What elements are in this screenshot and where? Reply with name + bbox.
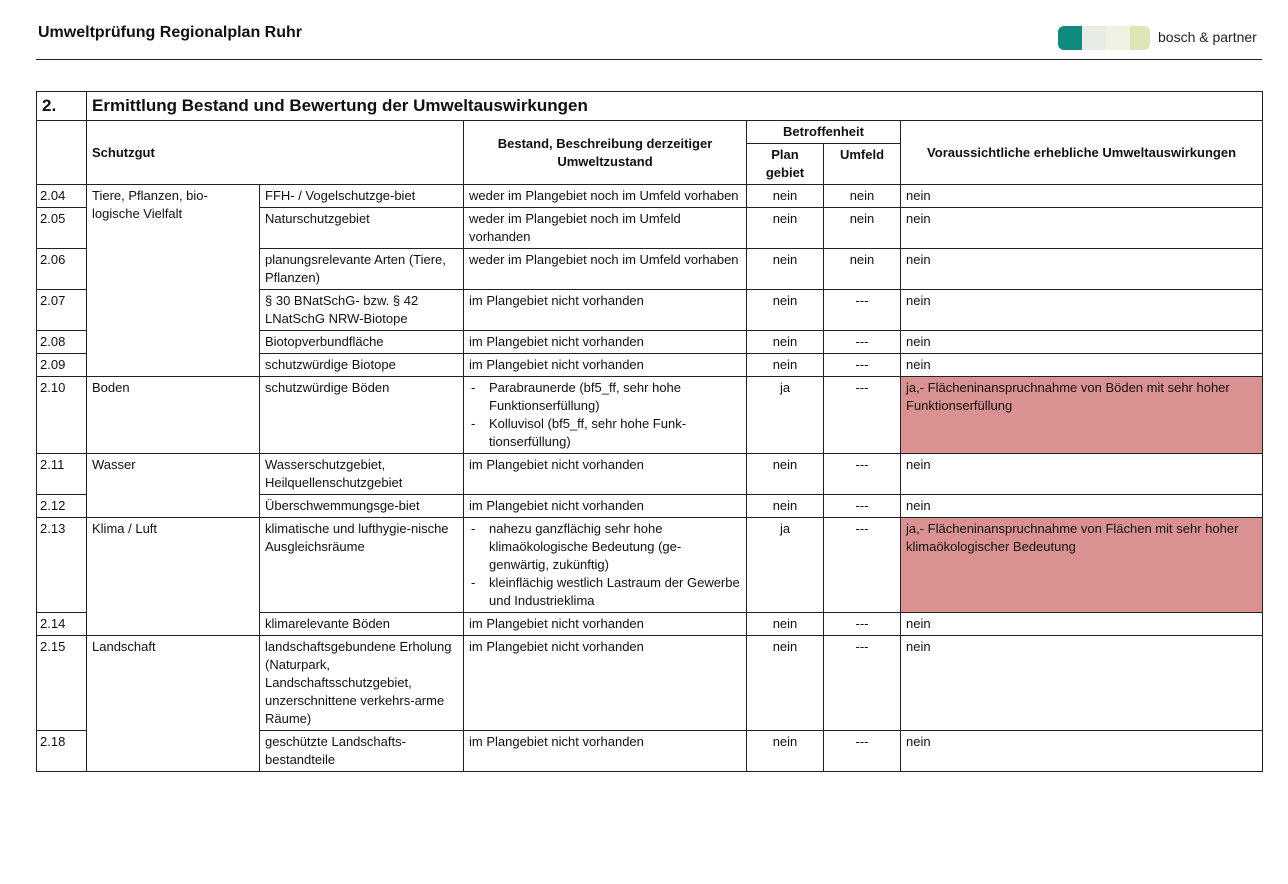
- row-number: 2.14: [37, 613, 87, 636]
- row-umfeld: nein: [824, 208, 901, 249]
- row-bestand: im Plangebiet nicht vorhanden: [464, 636, 747, 731]
- row-plan: ja: [747, 377, 824, 454]
- row-bestand: im Plangebiet nicht vorhanden: [464, 613, 747, 636]
- row-plan: nein: [747, 495, 824, 518]
- row-auswirkung: nein: [901, 613, 1263, 636]
- row-umfeld: ---: [824, 290, 901, 331]
- row-bestand: weder im Plangebiet noch im Umfeld vorhaben: [464, 185, 747, 208]
- row-umfeld: ---: [824, 454, 901, 495]
- section-title: Ermittlung Bestand und Bewertung der Umweltauswirkungen: [87, 92, 1263, 121]
- row-auswirkung: nein: [901, 636, 1263, 731]
- row-kriterium: FFH- / Vogelschutzge-biet: [260, 185, 464, 208]
- table-row: [37, 454, 1263, 495]
- row-kriterium: schutzwürdige Böden: [260, 377, 464, 454]
- row-kriterium: planungsrelevante Arten (Tiere, Pflanzen): [260, 249, 464, 290]
- row-umfeld: ---: [824, 495, 901, 518]
- header-bestand: Bestand, Beschreibung derzeitiger Umweltzustand: [464, 121, 747, 185]
- row-number: 2.07: [37, 290, 87, 331]
- row-kriterium: schutzwürdige Biotope: [260, 354, 464, 377]
- row-bestand: im Plangebiet nicht vorhanden: [464, 454, 747, 495]
- bestand-list: [469, 520, 741, 610]
- row-bestand: [464, 377, 747, 454]
- row-number: 2.10: [37, 377, 87, 454]
- header-schutzgut: Schutzgut: [87, 121, 464, 185]
- row-auswirkung: nein: [901, 731, 1263, 772]
- logo-swatch-green: [1130, 26, 1150, 50]
- list-item: - nahezu ganzflächig sehr hohe klimaökologische Bedeutung (ge-genwärtig, zukünftig): [469, 520, 741, 574]
- group-boden: Boden: [87, 377, 260, 454]
- row-auswirkung: nein: [901, 495, 1263, 518]
- group-wasser: Wasser: [87, 454, 260, 518]
- row-auswirkung: nein: [901, 354, 1263, 377]
- row-number: 2.08: [37, 331, 87, 354]
- list-item: - Parabraunerde (bf5_ff, sehr hohe Funktionserfüllung): [469, 379, 741, 415]
- row-auswirkung: nein: [901, 454, 1263, 495]
- row-bestand: im Plangebiet nicht vorhanden: [464, 290, 747, 331]
- row-plan: nein: [747, 331, 824, 354]
- row-plan: nein: [747, 354, 824, 377]
- header-plangebiet: Plan gebiet: [747, 144, 824, 185]
- row-bestand: im Plangebiet nicht vorhanden: [464, 331, 747, 354]
- row-plan: nein: [747, 731, 824, 772]
- row-plan: ja: [747, 518, 824, 613]
- row-auswirkung: nein: [901, 331, 1263, 354]
- assessment-table: [36, 91, 1263, 772]
- group-tiere: Tiere, Pflanzen, bio-logische Vielfalt: [87, 185, 260, 377]
- header-auswirkungen: Voraussichtliche erhebliche Umweltauswirkungen: [901, 121, 1263, 185]
- row-bestand: weder im Plangebiet noch im Umfeld vorhanden: [464, 208, 747, 249]
- row-kriterium: § 30 BNatSchG- bzw. § 42 LNatSchG NRW-Biotope: [260, 290, 464, 331]
- row-kriterium: Naturschutzgebiet: [260, 208, 464, 249]
- row-number: 2.12: [37, 495, 87, 518]
- row-umfeld: ---: [824, 731, 901, 772]
- logo-swatch-teal: [1058, 26, 1082, 50]
- row-number: 2.18: [37, 731, 87, 772]
- row-number: 2.05: [37, 208, 87, 249]
- table-row: [37, 636, 1263, 731]
- row-kriterium: klimatische und lufthygie-nische Ausgleichsräume: [260, 518, 464, 613]
- row-auswirkung: nein: [901, 249, 1263, 290]
- table-row: [37, 377, 1263, 454]
- row-umfeld: nein: [824, 185, 901, 208]
- row-umfeld: ---: [824, 354, 901, 377]
- logo-text: bosch & partner: [1158, 29, 1257, 45]
- header-num-empty: [37, 121, 87, 185]
- header-betroffenheit: Betroffenheit: [747, 121, 901, 144]
- row-number: 2.15: [37, 636, 87, 731]
- group-klima: Klima / Luft: [87, 518, 260, 636]
- row-umfeld: ---: [824, 518, 901, 613]
- row-umfeld: nein: [824, 249, 901, 290]
- row-plan: nein: [747, 185, 824, 208]
- group-landschaft: Landschaft: [87, 636, 260, 772]
- bestand-list: [469, 379, 741, 451]
- row-number: 2.13: [37, 518, 87, 613]
- header-umfeld: Umfeld: [824, 144, 901, 185]
- row-umfeld: ---: [824, 636, 901, 731]
- row-bestand: im Plangebiet nicht vorhanden: [464, 495, 747, 518]
- row-kriterium: landschaftsgebundene Erholung (Naturpark, Landschaftsschutzgebiet, unzerschnittene verkehrs-arme Räume): [260, 636, 464, 731]
- row-kriterium: geschützte Landschafts-bestandteile: [260, 731, 464, 772]
- section-heading-row: [37, 92, 1263, 121]
- row-plan: nein: [747, 454, 824, 495]
- row-umfeld: ---: [824, 377, 901, 454]
- row-auswirkung: nein: [901, 185, 1263, 208]
- row-bestand: im Plangebiet nicht vorhanden: [464, 731, 747, 772]
- row-number: 2.11: [37, 454, 87, 495]
- logo-swatch-light: [1106, 26, 1130, 50]
- row-number: 2.04: [37, 185, 87, 208]
- header-divider: [36, 59, 1262, 60]
- row-plan: nein: [747, 249, 824, 290]
- row-plan: nein: [747, 290, 824, 331]
- row-bestand: weder im Plangebiet noch im Umfeld vorhaben: [464, 249, 747, 290]
- row-plan: nein: [747, 613, 824, 636]
- table-row: [37, 185, 1263, 208]
- section-number: 2.: [37, 92, 87, 121]
- list-item: - Kolluvisol (bf5_ff, sehr hohe Funk-tionserfüllung): [469, 415, 741, 451]
- row-umfeld: ---: [824, 331, 901, 354]
- row-plan: nein: [747, 208, 824, 249]
- logo-swatch-light: [1082, 26, 1106, 50]
- row-auswirkung: nein: [901, 208, 1263, 249]
- row-auswirkung-highlight: ja,- Flächeninanspruchnahme von Flächen mit sehr hoher klimaökologischer Bedeutung: [901, 518, 1263, 613]
- row-auswirkung-highlight: ja,- Flächeninanspruchnahme von Böden mit sehr hoher Funktionserfüllung: [901, 377, 1263, 454]
- row-bestand: [464, 518, 747, 613]
- row-kriterium: Wasserschutzgebiet, Heilquellenschutzgebiet: [260, 454, 464, 495]
- row-kriterium: Biotopverbundfläche: [260, 331, 464, 354]
- list-item: - kleinflächig westlich Lastraum der Gewerbe und Industrieklima: [469, 574, 741, 610]
- row-kriterium: Überschwemmungsge-biet: [260, 495, 464, 518]
- row-auswirkung: nein: [901, 290, 1263, 331]
- table-row: [37, 518, 1263, 613]
- row-plan: nein: [747, 636, 824, 731]
- row-kriterium: klimarelevante Böden: [260, 613, 464, 636]
- row-umfeld: ---: [824, 613, 901, 636]
- row-number: 2.06: [37, 249, 87, 290]
- row-number: 2.09: [37, 354, 87, 377]
- column-header-row: [37, 121, 1263, 144]
- page-header-title: Umweltprüfung Regionalplan Ruhr: [38, 24, 302, 41]
- row-bestand: im Plangebiet nicht vorhanden: [464, 354, 747, 377]
